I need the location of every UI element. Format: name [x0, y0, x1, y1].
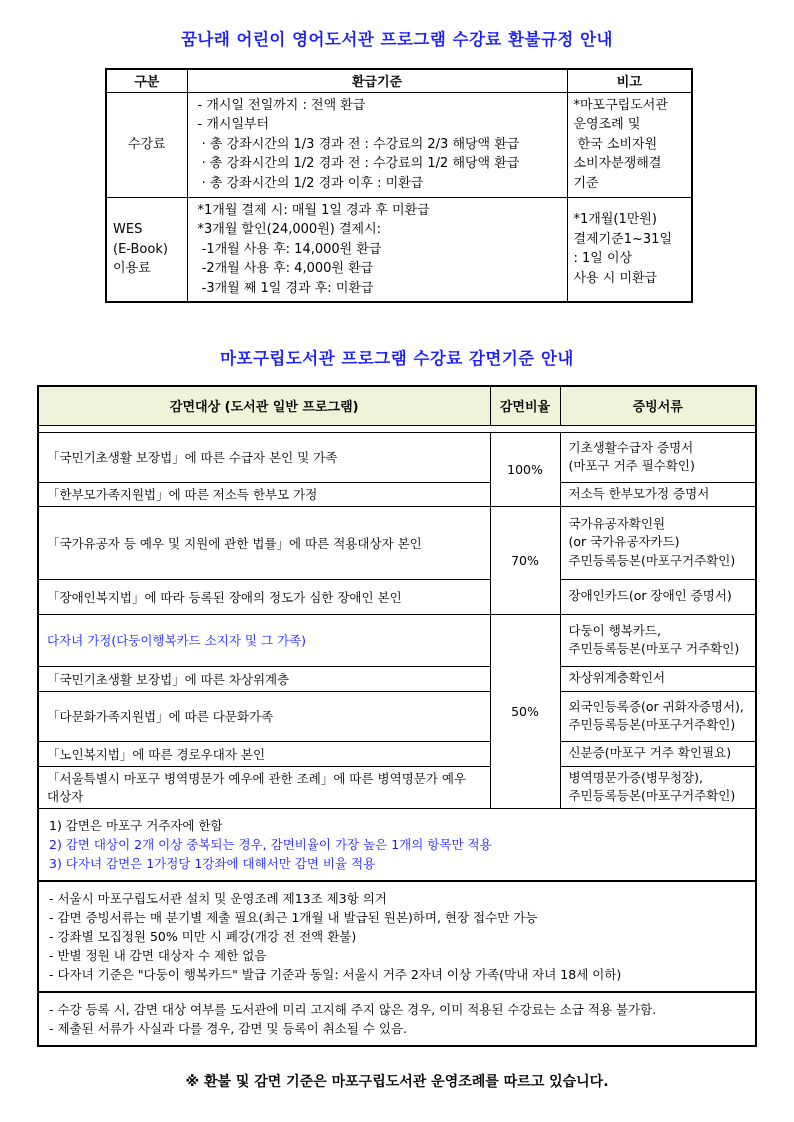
refund-row-tuition [106, 92, 692, 197]
basis-line: - 반별 정원 내 감면 대상자 수 제한 없음 [49, 947, 267, 963]
refund-category-wes [106, 197, 187, 302]
cell-line: (or 국가유공자카드) [568, 534, 680, 550]
caution-line: - 제출된 서류가 사실과 다를 경우, 감면 및 등록이 취소될 수 있음. [49, 1020, 408, 1036]
discount-docs [560, 579, 755, 614]
cell-line: (마포구 거주 필수확인) [568, 458, 695, 473]
table-row [39, 614, 755, 666]
discount-caution-notes [39, 991, 755, 1045]
cell-line: 주민등록등본(마포구거주확인) [568, 552, 736, 568]
table-row [39, 666, 755, 691]
discount-header [39, 387, 755, 426]
discount-rate-70: 70% [490, 506, 560, 614]
discount-docs [560, 766, 755, 808]
discount-basis-notes [39, 880, 755, 991]
cell-line: 국가유공자확인원 [568, 515, 666, 531]
cell-line: 소비자분쟁해결 [573, 156, 662, 172]
table-row [39, 482, 755, 506]
discount-header-rate: 감면비율 [490, 387, 560, 425]
table-row [39, 691, 755, 741]
discount-docs [560, 432, 755, 482]
cell-line: -1개월 사용 후: 14,000원 환급 [197, 241, 382, 257]
cell-line: 병역명문가증(병무청장), [568, 769, 703, 785]
discount-docs [560, 741, 755, 766]
cell-line: 한국 소비자원 [573, 136, 658, 152]
cell-line: · 총 강좌시간의 1/2 경과 전 : 수강료의 1/2 해당액 환급 [197, 156, 520, 172]
discount-target: 「국민기초생활 보장법」에 따른 차상위계층 [39, 666, 490, 691]
cell-line: 주민등록등본(마포구 거주확인) [568, 641, 740, 656]
cell-line: 기초생활수급자 증명서 [568, 439, 694, 455]
basis-line: - 강좌별 모집정원 50% 미만 시 폐강(개강 전 전액 환불) [49, 928, 357, 944]
cell-line: *1개월 결제 시: 매월 1일 경과 후 미환급 [197, 202, 430, 218]
discount-rate-100: 100% [490, 432, 560, 506]
cell-line: 차상위계층확인서 [568, 670, 666, 686]
cell-line: 외국인등록증(or 귀화자증명서), [568, 698, 744, 714]
discount-header-target: 감면대상 (도서관 일반 프로그램) [39, 387, 490, 425]
discount-target: 「국민기초생활 보장법」에 따른 수급자 본인 및 가족 [39, 432, 490, 482]
rule-line: 3) 다자녀 감면은 1가정당 1강좌에 대해서만 감면 비율 적용 [49, 855, 376, 871]
cell-line: *마포구립도서관 [573, 97, 668, 113]
cell-line: -2개월 사용 후: 4,000원 환급 [197, 261, 374, 276]
discount-docs [560, 666, 755, 691]
refund-title: 꿈나래 어린이 영어도서관 프로그램 수강료 환불규정 안내 [180, 30, 613, 49]
discount-docs [560, 614, 755, 666]
table-row [39, 506, 755, 579]
cell-line: 사용 시 미환급 [573, 270, 658, 286]
discount-rate-50: 50% [490, 614, 560, 808]
discount-title: 마포구립도서관 프로그램 수강료 감면기준 안내 [220, 349, 574, 368]
cell-line: 기준 [573, 175, 599, 191]
table-row [39, 432, 755, 482]
caution-line: - 수강 등록 시, 감면 대상 여부를 도서관에 미리 고지해 주지 않은 경우, 이미 적용된 수강료는 소급 적용 불가함. [49, 1001, 657, 1017]
refund-header-row [106, 69, 692, 92]
refund-header-note: 비고 [567, 69, 692, 92]
refund-header-category: 구분 [106, 69, 187, 92]
discount-docs [560, 506, 755, 579]
cell-line: 저소득 한부모가정 증명서 [568, 485, 710, 501]
cell-line: : 1일 이상 [573, 251, 633, 267]
table-row [39, 741, 755, 766]
discount-target: 「장애인복지법」에 따라 등록된 장애의 정도가 심한 장애인 본인 [39, 579, 490, 614]
cell-line: -3개월 째 1일 경과 후: 미환급 [197, 280, 374, 296]
discount-header-docs: 증빙서류 [560, 387, 755, 425]
basis-line: - 다자녀 기준은 "다둥이 행복카드" 발급 기준과 동일: 서울시 거주 2자녀 이상 가족(막내 자녀 18세 이하) [49, 966, 622, 982]
cell-line: 신분증(마포구 거주 확인필요) [568, 745, 732, 761]
cell-line: (E-Book) [113, 241, 168, 257]
refund-criteria-tuition [187, 92, 567, 197]
table-row [39, 766, 755, 808]
cell-line: WES [113, 222, 143, 237]
cell-line: 운영조례 및 [573, 117, 641, 133]
cell-line: 주민등록등본(마포구거주확인) [568, 788, 736, 803]
cell-line: 수강료 [127, 136, 166, 152]
cell-line: 다둥이 행복카드, [568, 622, 661, 638]
cell-line: 장애인카드(or 장애인 증명서) [568, 588, 732, 604]
refund-note-tuition [567, 92, 692, 197]
table-row [39, 579, 755, 614]
discount-target-multichild: 다자녀 가정(다둥이행복카드 소지자 및 그 가족) [39, 614, 490, 666]
discount-target: 「서울특별시 마포구 병역명문가 예우에 관한 조례」에 따른 병역명문가 예우 대상자 [39, 766, 490, 808]
cell-line: *1개월(1만원) [573, 212, 657, 228]
refund-row-wes [106, 197, 692, 302]
cell-line: - 개시일부터 [197, 117, 270, 133]
discount-target: 「국가유공자 등 예우 및 지원에 관한 법률」에 따른 적용대상자 본인 [39, 506, 490, 579]
discount-docs [560, 482, 755, 506]
basis-line: - 감면 증빙서류는 매 분기별 제출 필요(최근 1개월 내 발급된 원본)하며, 현장 접수만 가능 [49, 909, 538, 925]
cell-line: 이용료 [113, 261, 151, 276]
rule-line: 1) 감면은 마포구 거주자에 한함 [49, 817, 223, 833]
cell-line: · 총 강좌시간의 1/2 경과 이후 : 미환급 [197, 175, 424, 191]
discount-header-row [39, 387, 755, 425]
cell-line: *3개월 할인(24,000원) 결제시: [197, 222, 382, 237]
cell-line: 결제기준1~31일 [573, 231, 672, 247]
refund-header-criteria: 환급기준 [187, 69, 567, 92]
discount-target: 「노인복지법」에 따른 경로우대자 본인 [39, 741, 490, 766]
refund-category-tuition [106, 92, 187, 197]
discount-body [39, 432, 755, 809]
rule-line: 2) 감면 대상이 2개 이상 중복되는 경우, 감면비율이 가장 높은 1개의 항목만 적용 [49, 836, 492, 852]
cell-line: - 개시일 전일까지 : 전액 환급 [197, 97, 366, 113]
refund-criteria-wes [187, 197, 567, 302]
refund-table [105, 68, 693, 303]
discount-target: 「다문화가족지원법」에 따른 다문화가족 [39, 691, 490, 741]
footer-note: ※ 환불 및 감면 기준은 마포구립도서관 운영조례를 따르고 있습니다. [185, 1073, 609, 1090]
discount-rules [39, 809, 755, 880]
cell-line: · 총 강좌시간의 1/3 경과 전 : 수강료의 2/3 해당액 환급 [197, 136, 520, 152]
basis-line: - 서울시 마포구립도서관 설치 및 운영조례 제13조 제3항 의거 [49, 890, 387, 906]
discount-table [37, 385, 757, 1047]
cell-line: 주민등록등본(마포구거주확인) [568, 717, 736, 732]
discount-docs [560, 691, 755, 741]
discount-target: 「한부모가족지원법」에 따른 저소득 한부모 가정 [39, 482, 490, 506]
refund-note-wes [567, 197, 692, 302]
